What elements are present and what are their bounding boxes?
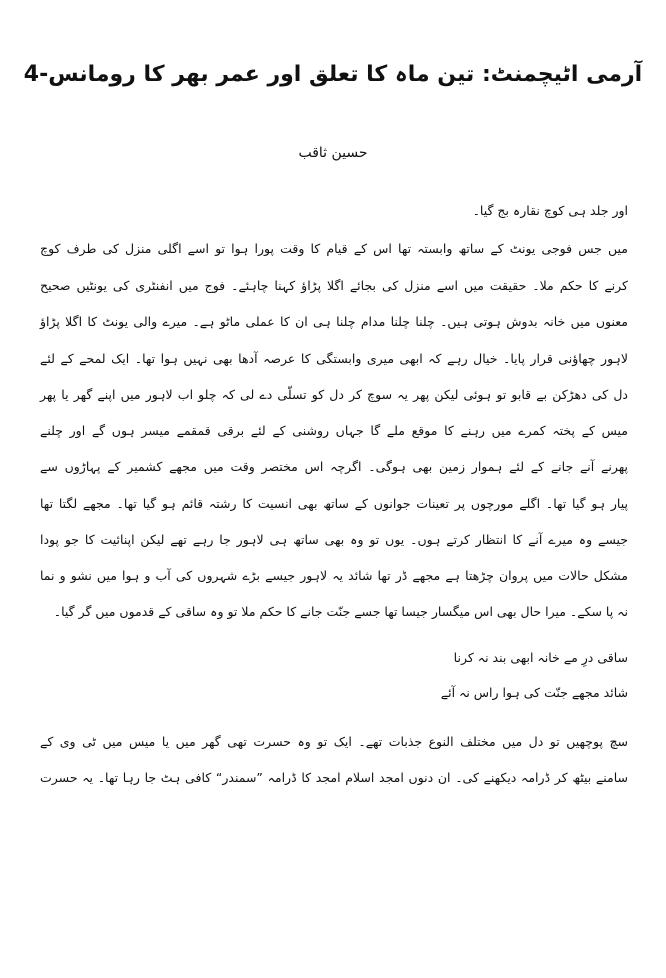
text-line: سامنے بیٹھ کر ڈرامہ دیکھنے کی۔ ان دنوں امجد اسلام امجد کا ڈرامہ ”سمندر“ کافی ہٹ جا رہا تھا۔ یہ حسرت <box>40 770 628 785</box>
text-line: میس کے پختہ کمرے میں رہنے کا موقع ملے گا جہاں روشنی کے لئے برقی قمقمے میسر ہوں گے اور چلنے <box>40 423 628 438</box>
verse-line: شائد مجھے جنّت کی ہوا راس نہ آئے <box>440 685 628 700</box>
text-line: مشکل حالات میں پروان چڑھتا ہے مجھے ڈر تھا شائد یہ لاہور جیسے بڑے شہروں کی آب و ہوا میں نشو و نما <box>40 568 628 583</box>
author-name: حسین ثاقب <box>298 145 368 161</box>
text-line: لاہور چھاؤنی قرار پایا۔ خیال رہے کہ ابھی میری وابستگی کا عرصہ آدھا بھی نہیں ہوا تھا۔ ایک لمحے کے لئے <box>40 351 628 366</box>
text-line: جیسے وہ میرے آنے کا انتظار کرتے ہوں۔ یوں تو وہ بھی ساتھ ہی لاہور جا رہے تھے لیکن اپنائیت کا جو پودا <box>40 532 628 547</box>
text-line: میں جس فوجی یونٹ کے ساتھ وابستہ تھا اس کے قیام کا وقت پورا ہوا تو اسے اگلی منزل کی طرف کوچ <box>40 241 628 256</box>
intro-line: اور جلد ہی کوچ نقارہ بج گیا۔ <box>472 203 628 218</box>
text-line: سچ پوچھیں تو دل میں مختلف النوع جذبات تھے۔ ایک تو وہ حسرت تھی گھر میں یا میس میں ٹی وی کے <box>40 734 628 749</box>
article-title: آرمی اٹیچمنٹ: تین ماہ کا تعلق اور عمر بھر کا رومانس-4 <box>23 62 643 87</box>
text-line: کرنے کا حکم ملا۔ حقیقت میں اسے منزل کی بجائے اگلا پڑاؤ کہنا چاہئے۔ فوج میں انفنٹری کی یونٹیں صحیح <box>40 278 628 293</box>
text-line: پیار ہو گیا تھا۔ اگلے مورچوں پر تعینات جوانوں کے ساتھ بھی انسیت کا رشتہ قائم ہو گیا تھا۔ مجھے لگتا تھا <box>40 496 628 511</box>
verse-line: ساقی درِ مے خانہ ابھی بند نہ کرنا <box>453 650 628 665</box>
text-line: نہ پا سکے۔ میرا حال بھی اس میگسار جیسا تھا جسے جنّت جانے کا حکم ملا تو وہ ساقی کے قدموں میں گر گیا۔ <box>53 604 628 619</box>
text-line: دل کی دھڑکن بے قابو تو ہوئی لیکن پھر یہ سوچ کر دل کو تسلّی دے لی کہ چلو اب لاہور میں اپنے گھر یا پھر <box>40 387 628 402</box>
text-line: پھرنے آنے جانے کے لئے ہموار زمین بھی ہوگی۔ اگرچہ اس مختصر وقت میں مجھے کشمیر کے پہاڑوں سے <box>40 459 628 474</box>
text-line: معنوں میں خانہ بدوش ہوتی ہیں۔ چلنا چلنا مدام چلنا ہی ان کا عملی ماٹو ہے۔ میرے والی یونٹ کا اگلا پڑاؤ <box>40 314 628 329</box>
